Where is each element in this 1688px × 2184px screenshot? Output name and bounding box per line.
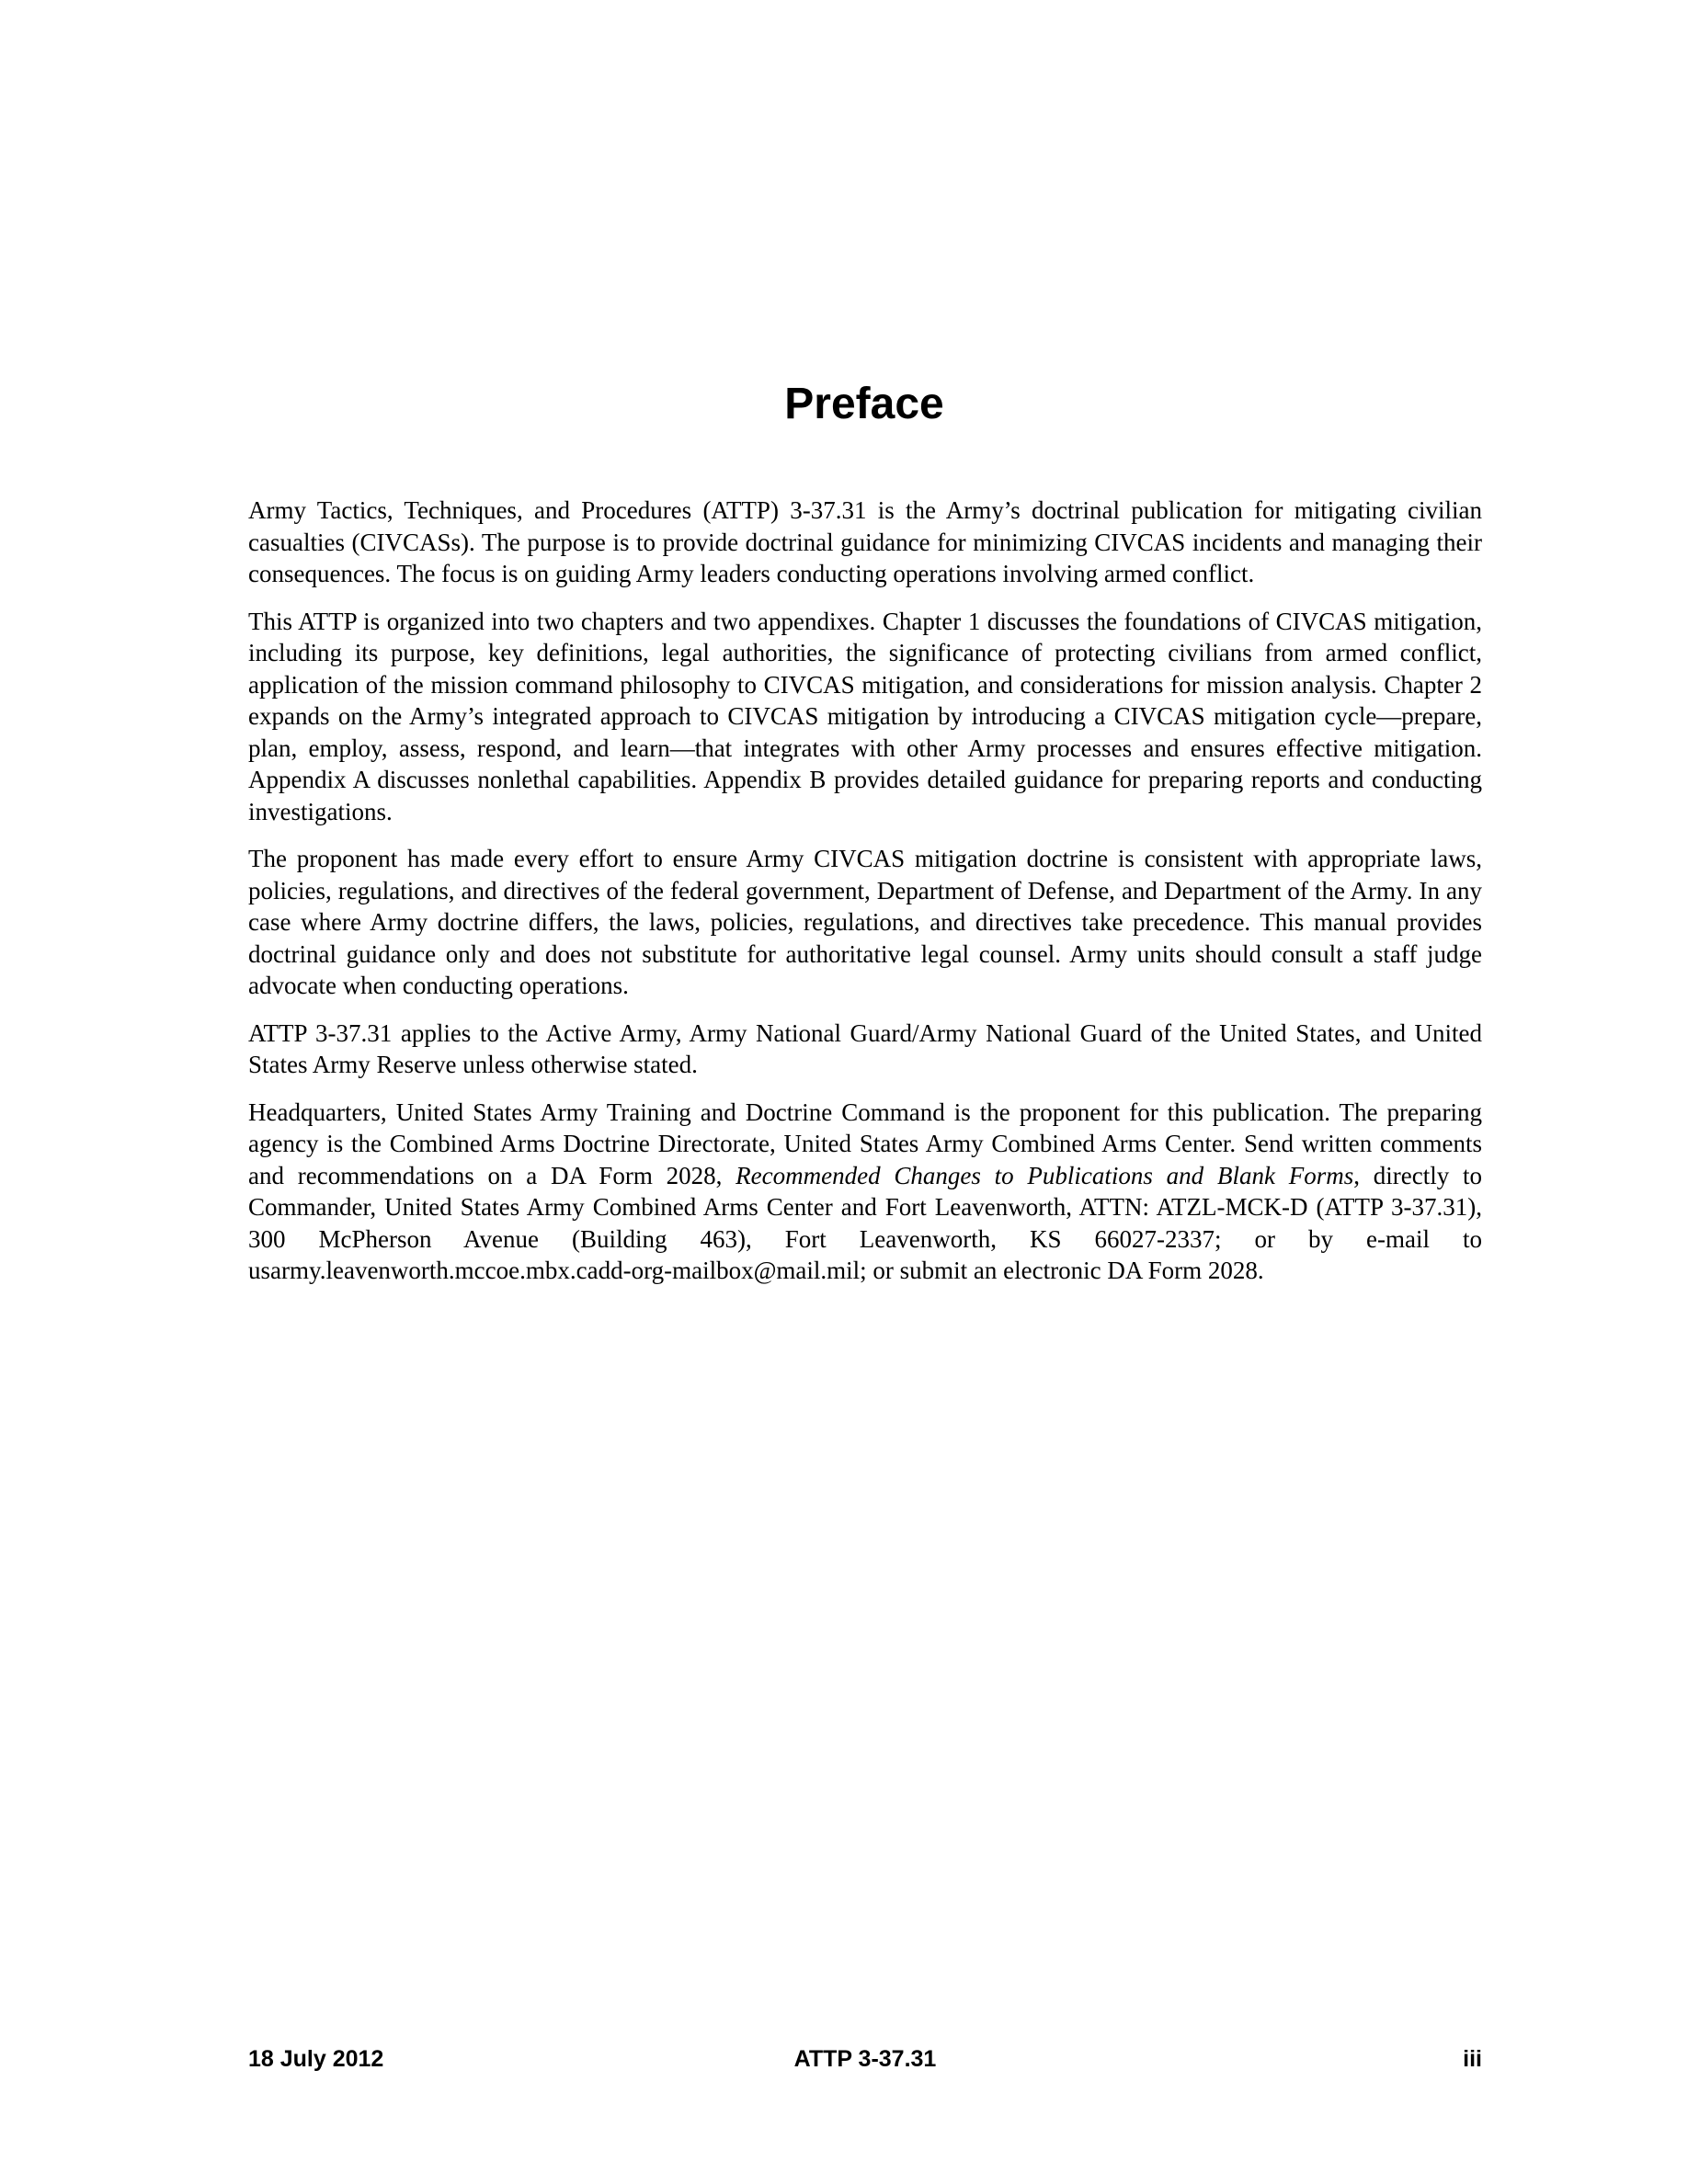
footer-publication: ATTP 3-37.31 <box>793 2046 937 2072</box>
paragraph-consistency: The proponent has made every effort to ensure Army CIVCAS mitigation doctrine is consistent with appropriate laws, policies, regulations, and directives of the federal government, Department of Defense, and Department of the Army. In any case where Army doctrine differs, the laws, policies, regulations, and directives take precedence. This manual provides doctrinal guidance only and does not substitute for authoritative legal counsel. Army units should consult a staff judge advocate when conducting operations. <box>248 845 1482 999</box>
paragraph-purpose: Army Tactics, Techniques, and Procedures (ATTP) 3-37.31 is the Army’s doctrinal publication for mitigating civilian casualties (CIVCASs). The purpose is to provide doctrinal guidance for minimizing CIVCAS incidents and managing their consequences. The focus is on guiding Army leaders conducting operations involving armed conflict. <box>248 496 1482 587</box>
form-title-italic: Recommended Changes to Publications and Blank Forms <box>736 1161 1354 1189</box>
paragraph-proponent <box>248 1097 1482 1287</box>
page-title: Preface <box>784 380 944 428</box>
page-footer <box>248 2044 1482 2074</box>
preface-body <box>248 495 1482 1302</box>
paragraph-organization: This ATTP is organized into two chapters and two appendixes. Chapter 1 discusses the foundations of CIVCAS mitigation, including its purpose, key definitions, legal authorities, the significance of protecting civilians from armed conflict, application of the mission command philosophy to CIVCAS mitigation, and considerations for mission analysis. Chapter 2 expands on the Army’s integrated approach to CIVCAS mitigation by introducing a CIVCAS mitigation cycle—prepare, plan, employ, assess, respond, and learn—that integrates with other Army processes and ensures effective mitigation. Appendix A discusses nonlethal capabilities. Appendix B provides detailed guidance for preparing reports and conducting investigations. <box>248 607 1482 825</box>
footer-page-number: iii <box>1463 2046 1482 2072</box>
proponent-text-start: Headquarters, United States Army Training and Doctrine Command is the proponent for this publication. The preparing agency is the Combined Arms Doctrine Directorate, United States Army Combined Arms Center. Send written comments and recommendations on a DA Form 2028, <box>248 1098 1482 1189</box>
paragraph-applicability: ATTP 3-37.31 applies to the Active Army, Army National Guard/Army National Guard of the United States, and United States Army Reserve unless otherwise stated. <box>248 1018 1482 1078</box>
proponent-text-end: , directly to Commander, United States Army Combined Arms Center and Fort Leavenworth, ATTN: ATZL-MCK-D (ATTP 3-37.31), 300 McPherson Avenue (Building 463), Fort Leavenworth, KS 66027-2337; or by e-mail to usarmy.leavenworth.mccoe.mbx.cadd-org-mailbox@mail.mil; or submit an electronic DA Form 2028. <box>248 1161 1482 1284</box>
footer-date: 18 July 2012 <box>248 2046 384 2072</box>
